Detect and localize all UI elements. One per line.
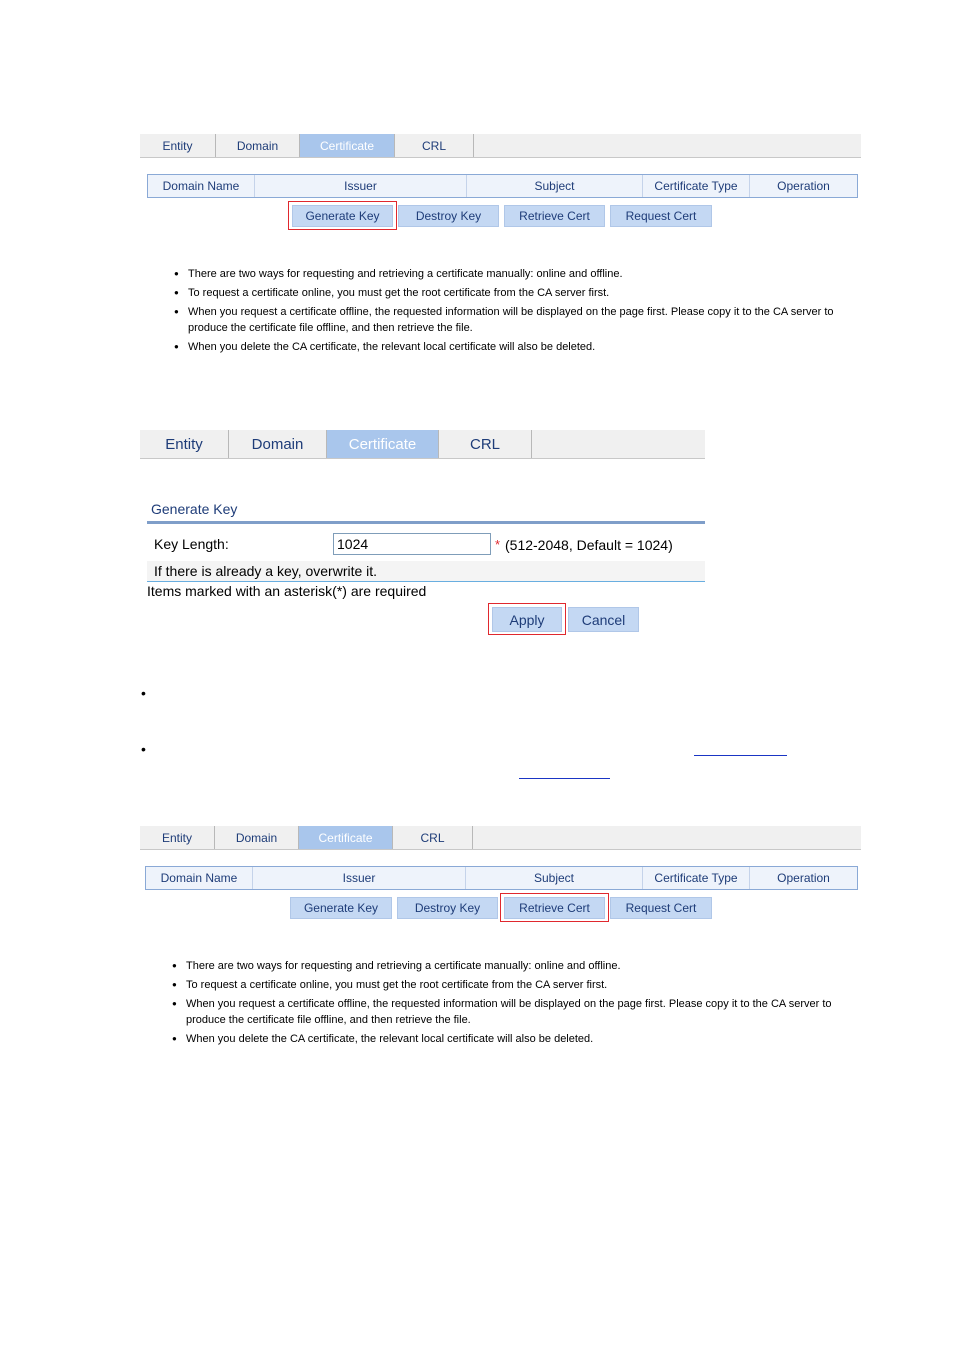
key-length-label: Key Length:	[154, 536, 229, 552]
tab-entity[interactable]: Entity	[140, 134, 216, 157]
required-asterisk: *	[495, 537, 501, 552]
cancel-button[interactable]: Cancel	[568, 607, 639, 632]
generate-key-button[interactable]: Generate Key	[290, 897, 392, 919]
tab-bar-bottom	[140, 826, 861, 850]
generate-key-button[interactable]: Generate Key	[292, 205, 393, 227]
column-domain-name: Domain Name	[148, 175, 255, 197]
request-cert-button[interactable]: Request Cert	[610, 205, 712, 227]
tab-entity[interactable]: Entity	[140, 430, 229, 458]
tab-domain[interactable]: Domain	[215, 826, 299, 849]
key-length-range-hint: (512-2048, Default = 1024)	[505, 537, 673, 553]
doc-link[interactable]	[519, 778, 610, 779]
column-certificate-type: Certificate Type	[643, 867, 750, 889]
key-length-input[interactable]	[333, 533, 491, 555]
notes-list	[170, 958, 852, 1050]
apply-button[interactable]: Apply	[492, 607, 562, 632]
doc-bullet: •	[141, 685, 146, 701]
title-divider	[147, 521, 705, 524]
column-subject: Subject	[467, 175, 643, 197]
doc-link[interactable]	[694, 755, 787, 756]
generate-key-title: Generate Key	[151, 501, 238, 517]
list-item: ● When you request a certificate offline, the requested information will be displayed on the page first. Please copy it to the CA server to produce the certificate file offline, and then retrieve the file.	[170, 996, 852, 1028]
tab-certificate[interactable]: Certificate	[299, 826, 393, 849]
tab-bar-top	[140, 134, 861, 158]
list-item: ● There are two ways for requesting and retrieving a certificate manually: online and offline.	[170, 958, 852, 974]
column-operation: Operation	[777, 179, 830, 193]
doc-bullet: •	[141, 741, 146, 757]
list-item: ● When you delete the CA certificate, the relevant local certificate will also be deleted.	[172, 339, 852, 355]
list-item: ● There are two ways for requesting and retrieving a certificate manually: online and offline.	[172, 266, 852, 282]
destroy-key-button[interactable]: Destroy Key	[398, 205, 499, 227]
tab-crl[interactable]: CRL	[393, 826, 473, 849]
destroy-key-button[interactable]: Destroy Key	[397, 897, 498, 919]
tab-domain[interactable]: Domain	[229, 430, 327, 458]
column-subject: Subject	[466, 867, 643, 889]
tab-certificate[interactable]: Certificate	[327, 430, 439, 458]
column-certificate-type: Certificate Type	[643, 175, 750, 197]
column-operation: Operation	[777, 871, 830, 885]
list-item: ● When you delete the CA certificate, the relevant local certificate will also be deleted.	[170, 1031, 852, 1047]
retrieve-cert-button[interactable]: Retrieve Cert	[504, 205, 605, 227]
list-item: ● To request a certificate online, you must get the root certificate from the CA server first.	[170, 977, 852, 993]
retrieve-cert-button[interactable]: Retrieve Cert	[504, 897, 605, 919]
list-item: ● When you request a certificate offline, the requested information will be displayed on the page first. Please copy it to the CA server to produce the certificate file offline, and then retrieve the file.	[172, 304, 852, 336]
certificate-table-header	[145, 866, 858, 890]
column-issuer: Issuer	[253, 867, 466, 889]
certificate-table-header	[147, 174, 858, 198]
required-fields-note: Items marked with an asterisk(*) are required	[147, 583, 427, 599]
tab-bar-generate-key	[140, 430, 705, 459]
tab-domain[interactable]: Domain	[216, 134, 300, 157]
tab-certificate[interactable]: Certificate	[300, 134, 395, 157]
list-item: ● To request a certificate online, you must get the root certificate from the CA server first.	[172, 285, 852, 301]
column-issuer: Issuer	[255, 175, 467, 197]
overwrite-note: If there is already a key, overwrite it.	[154, 563, 378, 579]
notes-list	[172, 266, 852, 358]
request-cert-button[interactable]: Request Cert	[610, 897, 712, 919]
column-domain-name: Domain Name	[146, 867, 253, 889]
tab-crl[interactable]: CRL	[439, 430, 532, 458]
tab-crl[interactable]: CRL	[395, 134, 474, 157]
tab-entity[interactable]: Entity	[140, 826, 215, 849]
